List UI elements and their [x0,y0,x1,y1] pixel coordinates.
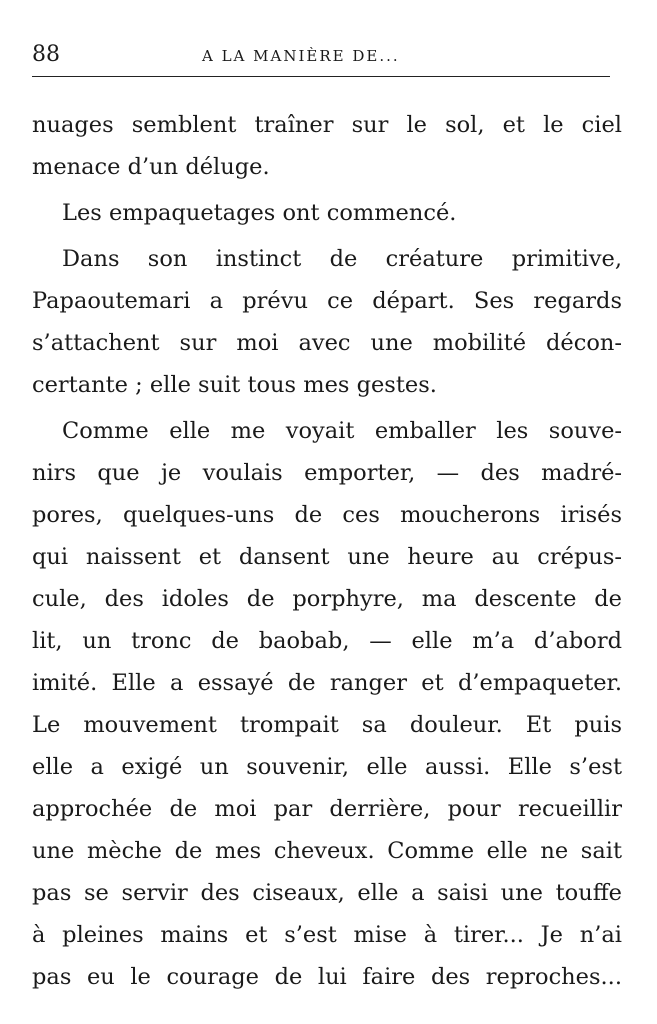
text-line: approchée de moi par derrière, pour recueillir [32,796,622,822]
header-rule [32,76,610,77]
text-line: nirs que je voulais emporter, — des madré- [32,460,622,486]
text-line: Les empaquetages ont commencé. [62,200,457,226]
text-line: s’attachent sur moi avec une mobilité décon- [32,330,622,356]
text-line: nuages semblent traîner sur le sol, et le ciel [32,112,622,138]
text-line: Papaoutemari a prévu ce départ. Ses regards [32,288,622,314]
running-title: A LA MANIÈRE DE... [202,47,400,65]
text-line: qui naissent et dansent une heure au crépus- [32,544,622,570]
text-line: Comme elle me voyait emballer les souve- [62,418,622,444]
text-line: à pleines mains et s’est mise à tirer... Je n’ai [32,922,622,948]
text-line: menace d’un déluge. [32,154,270,180]
text-line: une mèche de mes cheveux. Comme elle ne sait [32,838,622,864]
text-line: cule, des idoles de porphyre, ma descente de [32,586,622,612]
body-text [32,104,622,998]
text-line: elle a exigé un souvenir, elle aussi. Elle s’est [32,754,622,780]
text-line: Le mouvement trompait sa douleur. Et puis [32,712,622,738]
text-line: certante ; elle suit tous mes gestes. [32,372,437,398]
text-line: imité. Elle a essayé de ranger et d’empaqueter. [32,670,622,696]
text-line: pores, quelques-uns de ces moucherons irisés [32,502,622,528]
page-number: 88 [32,42,60,67]
text-line: pas eu le courage de lui faire des reproches... [32,964,622,990]
text-line: Dans son instinct de créature primitive, [62,246,622,272]
page-header [32,40,610,74]
text-line: lit, un tronc de baobab, — elle m’a d’abord [32,628,622,654]
text-line: pas se servir des ciseaux, elle a saisi une touffe [32,880,622,906]
